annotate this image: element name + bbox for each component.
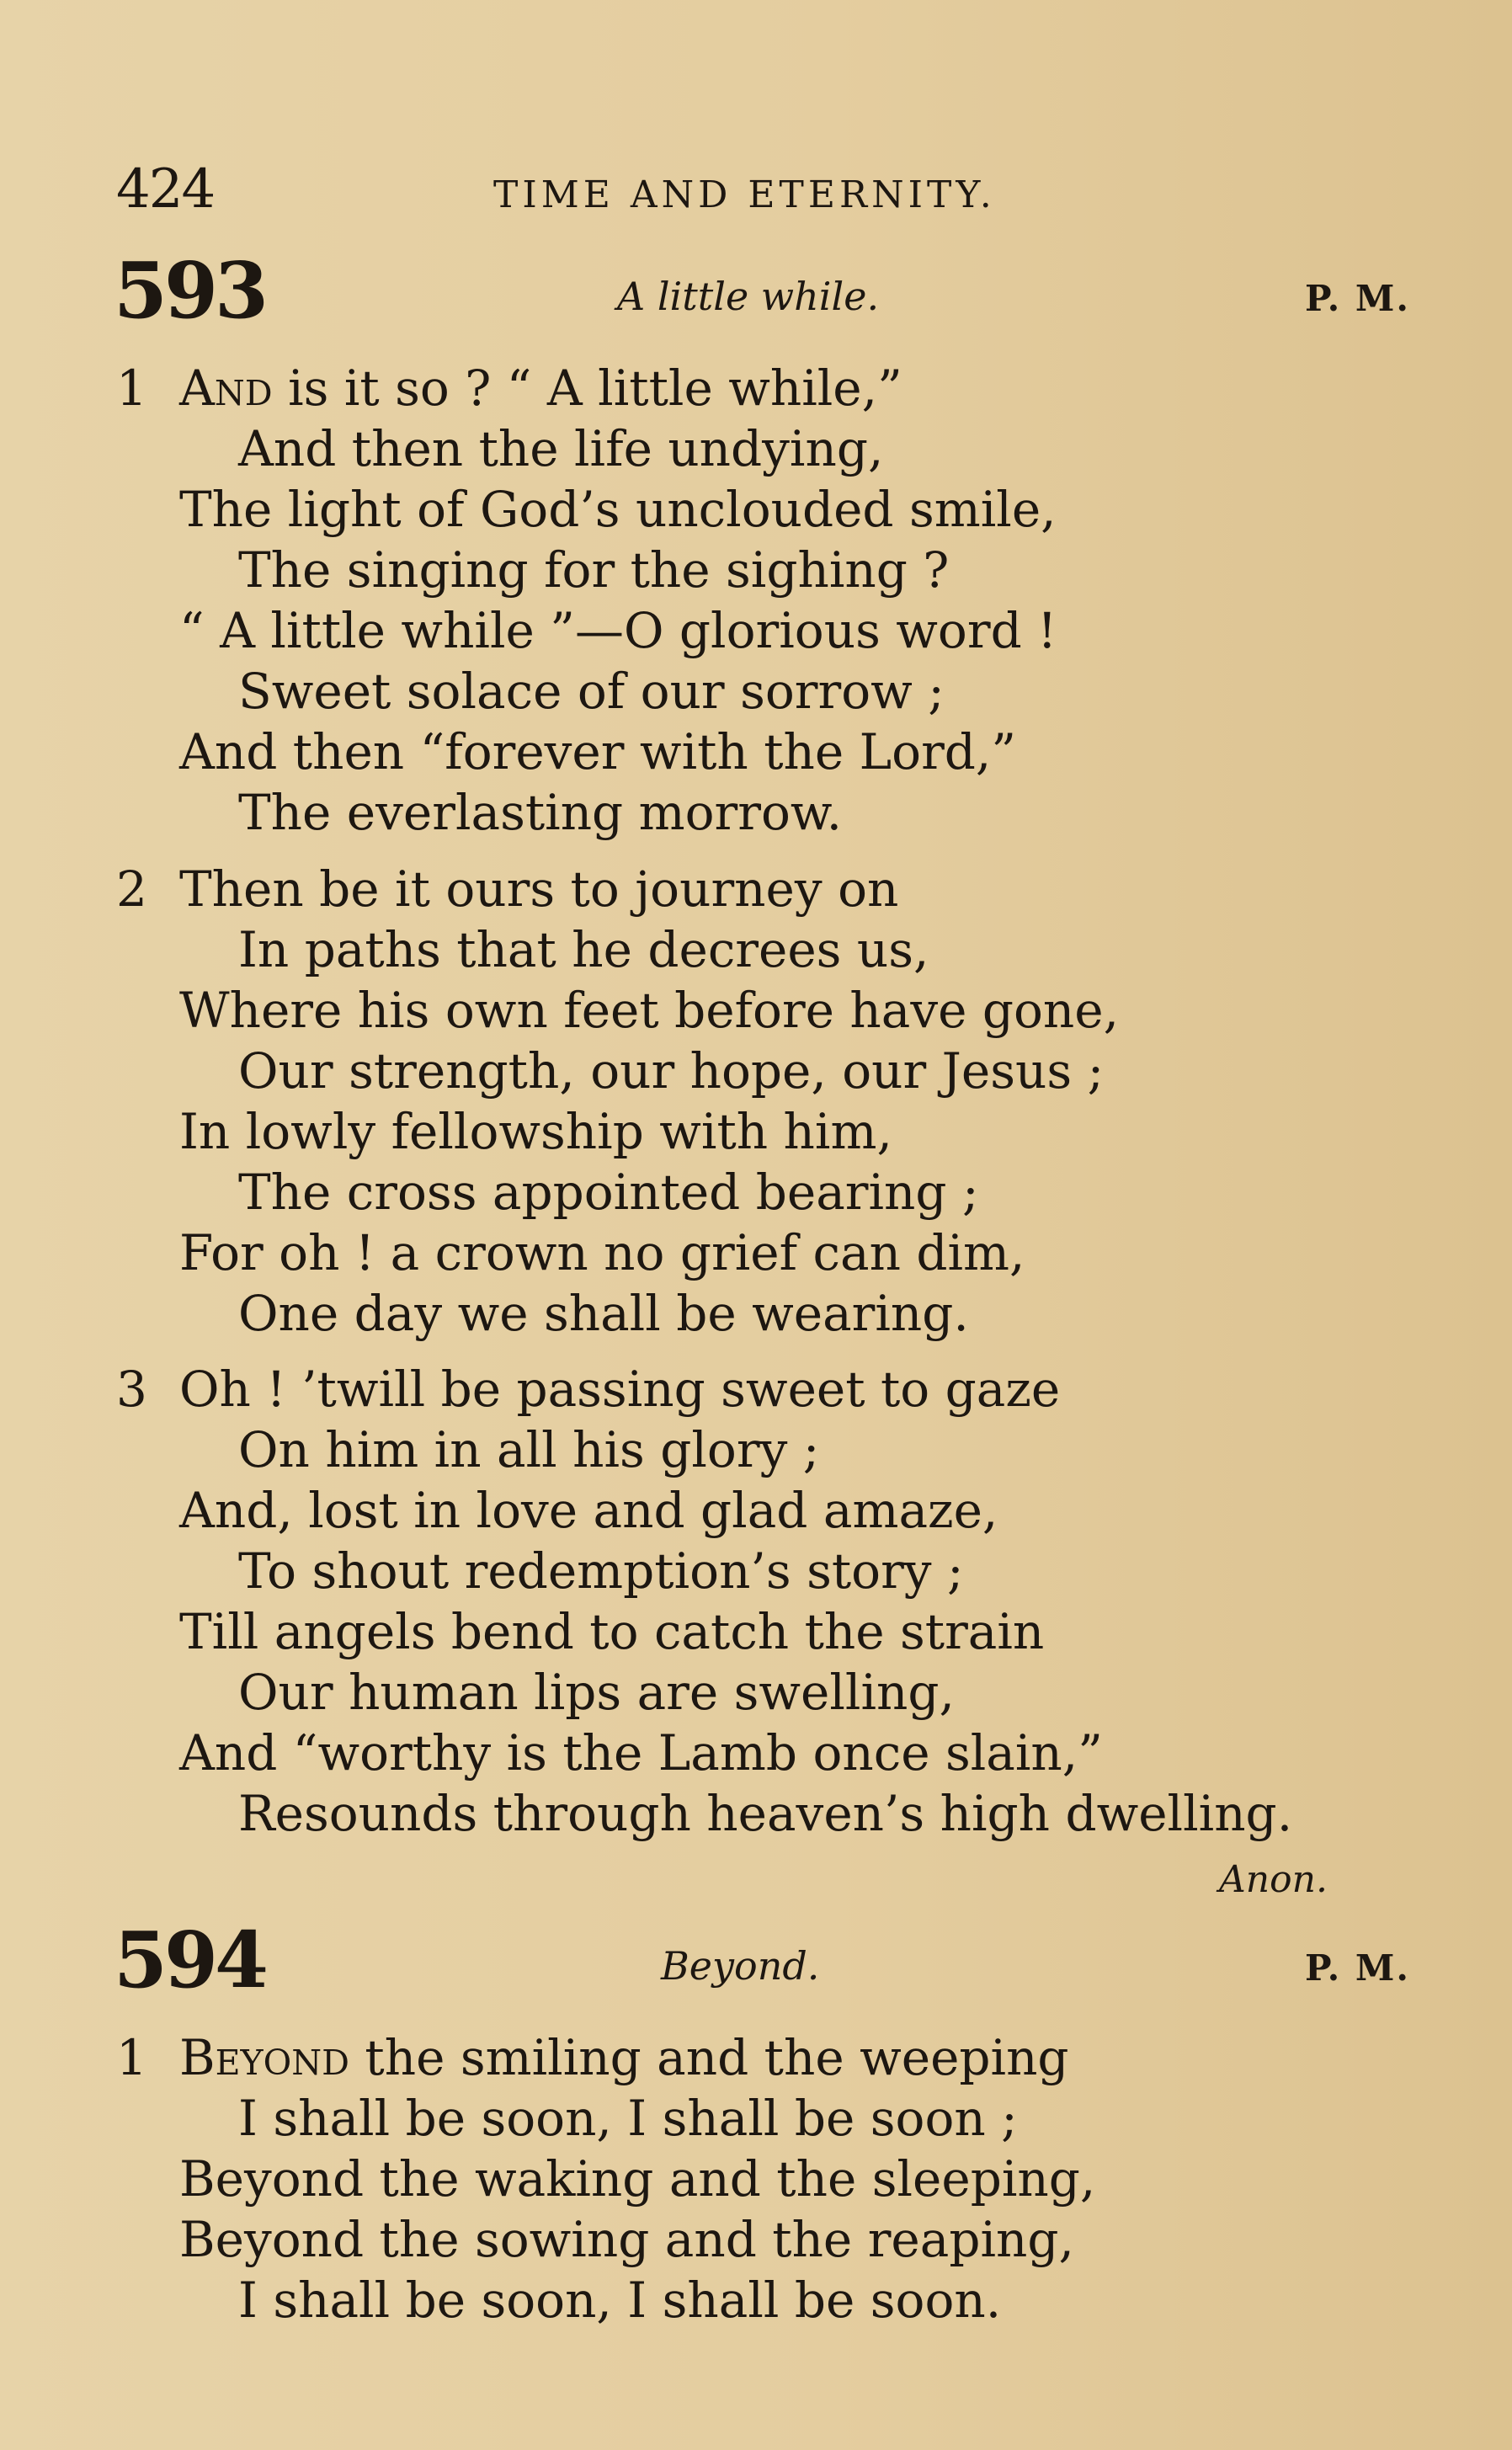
verse-line: “ A little while ”—O glorious word !: [179, 602, 1057, 659]
verse-line: [179, 1359, 1060, 1419]
verse-line: Sweet solace of our sorrow ;: [238, 663, 945, 720]
hymn-title: A little while.: [617, 274, 880, 319]
stanza-number: 1: [116, 2029, 147, 2086]
hymn-number: 594: [114, 1915, 266, 2005]
verse-line: Till angels bend to catch the strain: [179, 1603, 1045, 1660]
verse-line: The light of God’s unclouded smile,: [179, 481, 1057, 538]
page-number: 424: [116, 158, 215, 221]
stanza-number: 3: [116, 1361, 147, 1418]
stanza-number: 2: [116, 860, 147, 918]
verse-line: The cross appointed bearing ;: [238, 1164, 979, 1221]
verse-line: And “worthy is the Lamb once slain,”: [179, 1724, 1103, 1782]
verse-line-rest: be it ours to journey on: [303, 860, 899, 918]
verse-lead-word: And: [179, 360, 273, 417]
stanza-number: 1: [116, 360, 147, 417]
verse-line: Our human lips are swelling,: [238, 1664, 955, 1721]
hymn-meter: P. M.: [1305, 278, 1410, 319]
verse-line: I shall be soon, I shall be soon ;: [238, 2090, 1018, 2147]
verse-line: [179, 859, 898, 919]
hymn-title: Beyond.: [661, 1943, 820, 1989]
verse-line: And, lost in love and glad amaze,: [179, 1482, 998, 1539]
verse-line: In paths that he decrees us,: [238, 921, 929, 978]
verse-line-rest: ! ’twill be passing sweet to gaze: [250, 1361, 1061, 1418]
verse-line: Resounds through heaven’s high dwelling.: [238, 1785, 1293, 1842]
verse-line: The everlasting morrow.: [238, 784, 843, 841]
verse-line: I shall be soon, I shall be soon.: [238, 2272, 1002, 2329]
hymn-594-heading: [114, 1909, 1410, 2005]
verse-line: And then “forever with the Lord,”: [179, 723, 1017, 780]
verse-line: On him in all his glory ;: [238, 1421, 820, 1478]
verse-line: For oh ! a crown no grief can dim,: [179, 1224, 1025, 1281]
verse-line: And then the life undying,: [238, 420, 884, 477]
verse-lead-word: Beyond: [179, 2029, 349, 2086]
verse-line: Our strength, our hope, our Jesus ;: [238, 1042, 1105, 1100]
page-header: [116, 158, 1396, 226]
verse-line: [179, 2027, 1069, 2088]
verse-lead-word: Then: [179, 860, 304, 918]
hymn-593-heading: [114, 240, 1410, 336]
verse-line-rest: is it so ? “ A little while,”: [272, 360, 902, 417]
verse-lead-word: Oh: [179, 1361, 251, 1418]
verse-line: Where his own feet before have gone,: [179, 982, 1120, 1039]
hymn-meter: P. M.: [1305, 1947, 1410, 1989]
verse-line-rest: the smiling and the weeping: [349, 2029, 1069, 2086]
verse-line: To shout redemption’s story ;: [238, 1542, 964, 1600]
hymn-attribution: Anon.: [1219, 1858, 1328, 1901]
verse-line: Beyond the waking and the sleeping,: [179, 2150, 1096, 2208]
verse-line: One day we shall be wearing.: [238, 1285, 969, 1342]
running-title: TIME AND ETERNITY.: [493, 173, 996, 216]
verse-line: In lowly fellowship with him,: [179, 1103, 892, 1160]
verse-line: [179, 358, 902, 418]
verse-line: The singing for the sighing ?: [238, 541, 950, 599]
hymn-number: 593: [114, 245, 266, 336]
verse-line: Beyond the sowing and the reaping,: [179, 2211, 1074, 2268]
